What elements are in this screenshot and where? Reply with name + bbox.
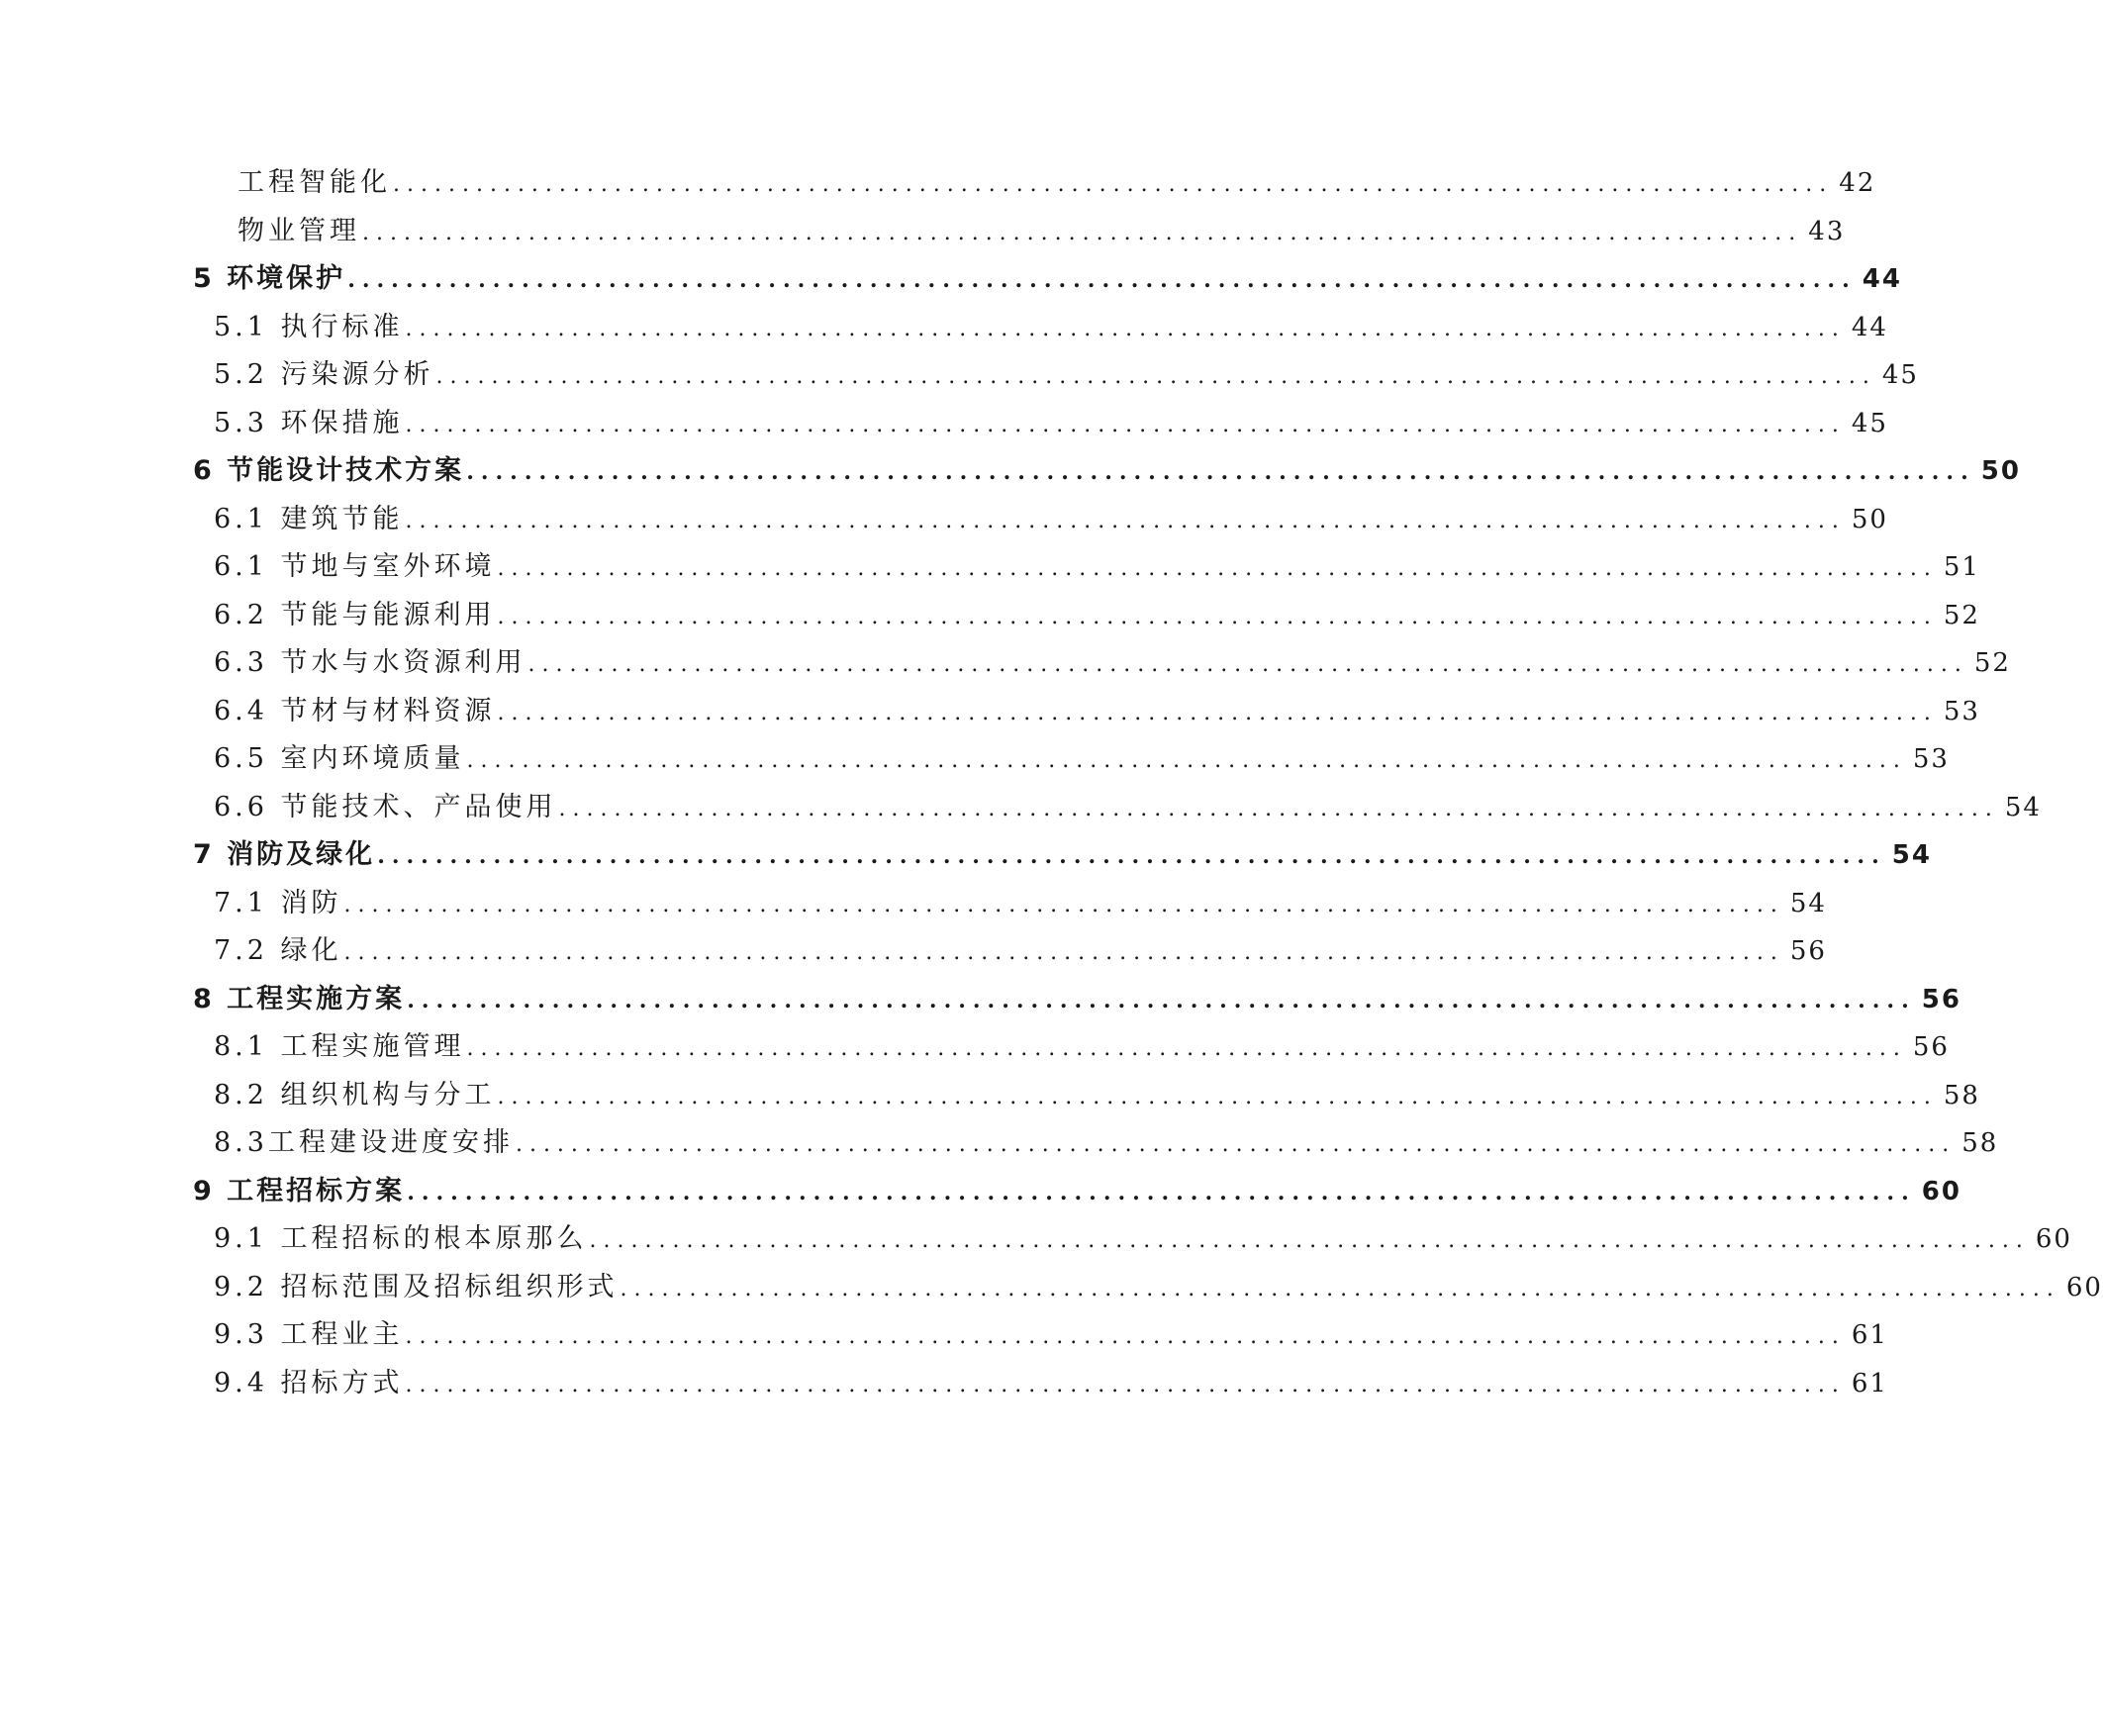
toc-dot-leader: ........................................................................................................ xyxy=(405,1372,1846,1398)
toc-entry-page: 44 xyxy=(1862,264,1902,294)
toc-entry[interactable] xyxy=(238,212,1846,251)
toc-entry-page: 56 xyxy=(1921,984,1961,1014)
toc-chapter-entry[interactable] xyxy=(193,1172,1961,1211)
toc-entry-page: 45 xyxy=(1881,360,1919,390)
toc-entry[interactable] xyxy=(214,1315,1888,1355)
toc-dot-leader: ........................................................................................................ xyxy=(362,220,1803,245)
toc-entry-label: 工程智能化 xyxy=(238,167,391,198)
toc-entry[interactable] xyxy=(214,1268,2103,1307)
toc-entry-label: 9.2 招标范围及招标组织形式 xyxy=(214,1271,619,1302)
toc-dot-leader: ........................................................................................................ xyxy=(435,364,1876,389)
toc-entry-page: 56 xyxy=(1912,1032,1950,1062)
toc-entry[interactable] xyxy=(214,1076,1980,1115)
toc-entry-page: 45 xyxy=(1851,408,1888,438)
toc-entry[interactable] xyxy=(214,788,2042,827)
toc-dot-leader: ........................................................................................................ xyxy=(405,1324,1846,1349)
toc-entry-label: 7.2 绿化 xyxy=(214,935,342,966)
toc-entry-label: 8 工程实施方案 xyxy=(193,983,406,1014)
toc-chapter-entry[interactable] xyxy=(193,451,2021,491)
toc-entry-label: 5.2 污染源分析 xyxy=(214,359,434,390)
toc-entry-label: 6.4 节材与材料资源 xyxy=(214,695,496,726)
toc-entry-page: 52 xyxy=(1943,600,1980,630)
toc-entry-label: 6.2 节能与能源利用 xyxy=(214,599,496,630)
toc-entry-label: 5.3 环保措施 xyxy=(214,407,404,438)
toc-entry-page: 60 xyxy=(2065,1272,2103,1302)
toc-entry[interactable] xyxy=(214,1123,1999,1163)
toc-entry[interactable] xyxy=(214,643,2011,683)
toc-entry-page: 50 xyxy=(1980,456,2021,486)
toc-entry-label: 9.4 招标方式 xyxy=(214,1367,404,1398)
toc-entry[interactable] xyxy=(214,308,1888,347)
toc-dot-leader: ........................................................................................................ xyxy=(497,700,1938,725)
toc-entry-label: 6 节能设计技术方案 xyxy=(193,455,465,486)
toc-entry-label: 5 环境保护 xyxy=(193,263,346,294)
toc-entry-page: 54 xyxy=(2004,792,2042,822)
toc-entry-label: 7 消防及绿化 xyxy=(193,839,376,870)
toc-entry-label: 6.1 节地与室外环境 xyxy=(214,551,496,582)
toc-entry-page: 51 xyxy=(1943,552,1980,582)
toc-entry[interactable] xyxy=(214,739,1950,779)
toc-entry[interactable] xyxy=(214,1219,2072,1259)
toc-entry-page: 60 xyxy=(1921,1176,1961,1206)
toc-dot-leader: ........................................................................................................ xyxy=(497,1084,1938,1109)
toc-dot-leader: ........................................................................................................ xyxy=(497,604,1938,629)
toc-dot-leader: ........................................................................................................ xyxy=(527,652,1968,677)
toc-entry-label: 9.3 工程业主 xyxy=(214,1319,404,1350)
toc-entry[interactable] xyxy=(214,931,1827,971)
toc-entry-page: 56 xyxy=(1789,936,1827,966)
toc-entry-label: 6.6 节能技术、产品使用 xyxy=(214,791,557,822)
toc-dot-leader: ........................................................................................................ xyxy=(515,1132,1957,1157)
toc-entry[interactable] xyxy=(214,500,1888,539)
toc-dot-leader: ........................................................................................................ xyxy=(620,1276,2060,1302)
toc-entry-page: 53 xyxy=(1912,744,1950,774)
toc-dot-leader: ........................................................................................................ xyxy=(347,267,1857,293)
toc-entry-label: 9 工程招标方案 xyxy=(193,1175,406,1206)
toc-entry-page: 53 xyxy=(1943,696,1980,726)
toc-entry[interactable] xyxy=(238,163,1876,203)
toc-entry-label: 5.1 执行标准 xyxy=(214,311,404,342)
toc-dot-leader: ........................................................................................................ xyxy=(393,172,1834,197)
toc-chapter-entry[interactable] xyxy=(193,835,1932,875)
toc-entry-label: 8.3工程建设进度安排 xyxy=(214,1127,514,1158)
toc-dot-leader: ........................................................................................................ xyxy=(405,412,1846,437)
toc-entry-page: 60 xyxy=(2035,1224,2072,1254)
toc-dot-leader: ........................................................................................................ xyxy=(405,508,1846,533)
toc-dot-leader: ........................................................................................................ xyxy=(407,1179,1916,1206)
toc-entry-label: 7.1 消防 xyxy=(214,887,342,918)
toc-entry-page: 58 xyxy=(1961,1128,1999,1158)
toc-entry-label: 6.5 室内环境质量 xyxy=(214,743,465,774)
toc-entry[interactable] xyxy=(214,547,1980,587)
toc-dot-leader: ........................................................................................................ xyxy=(377,843,1886,869)
toc-entry-label: 9.1 工程招标的根本原那么 xyxy=(214,1223,588,1254)
toc-dot-leader: ........................................................................................................ xyxy=(466,748,1907,773)
toc-dot-leader: ........................................................................................................ xyxy=(407,987,1916,1013)
toc-entry[interactable] xyxy=(214,884,1827,923)
toc-entry-page: 42 xyxy=(1839,168,1876,198)
toc-dot-leader: ........................................................................................................ xyxy=(405,316,1846,341)
toc-dot-leader: ........................................................................................................ xyxy=(589,1228,2030,1253)
toc-entry-label: 8.2 组织机构与分工 xyxy=(214,1079,496,1110)
toc-chapter-entry[interactable] xyxy=(193,259,1902,299)
toc-entry[interactable] xyxy=(214,1364,1888,1403)
toc-entry-label: 物业管理 xyxy=(238,215,360,246)
toc-entry-page: 50 xyxy=(1851,504,1888,534)
toc-entry[interactable] xyxy=(214,692,1980,731)
toc-dot-leader: ........................................................................................................ xyxy=(343,940,1784,965)
toc-dot-leader: ........................................................................................................ xyxy=(558,796,1999,821)
toc-entry[interactable] xyxy=(214,596,1980,635)
toc-entry-page: 44 xyxy=(1851,312,1888,342)
toc-entry[interactable] xyxy=(214,1027,1950,1067)
toc-entry-page: 54 xyxy=(1891,840,1932,870)
toc-dot-leader: ........................................................................................................ xyxy=(466,1036,1907,1061)
toc-entry-page: 52 xyxy=(1973,648,2011,678)
toc-entry-label: 8.1 工程实施管理 xyxy=(214,1031,465,1062)
toc-chapter-entry[interactable] xyxy=(193,980,1961,1019)
toc-entry[interactable] xyxy=(214,404,1888,443)
toc-entry[interactable] xyxy=(214,355,1919,395)
toc-entry-page: 61 xyxy=(1851,1368,1888,1398)
toc-entry-label: 6.1 建筑节能 xyxy=(214,503,404,534)
toc-entry-page: 61 xyxy=(1851,1320,1888,1350)
toc-entry-label: 6.3 节水与水资源利用 xyxy=(214,647,526,678)
toc-entry-page: 58 xyxy=(1943,1080,1980,1110)
toc-dot-leader: ........................................................................................................ xyxy=(343,892,1784,917)
toc-dot-leader: ........................................................................................................ xyxy=(497,556,1938,581)
toc-dot-leader: ........................................................................................................ xyxy=(466,459,1975,485)
toc-entry-page: 43 xyxy=(1808,216,1846,246)
toc-entry-page: 54 xyxy=(1789,888,1827,918)
